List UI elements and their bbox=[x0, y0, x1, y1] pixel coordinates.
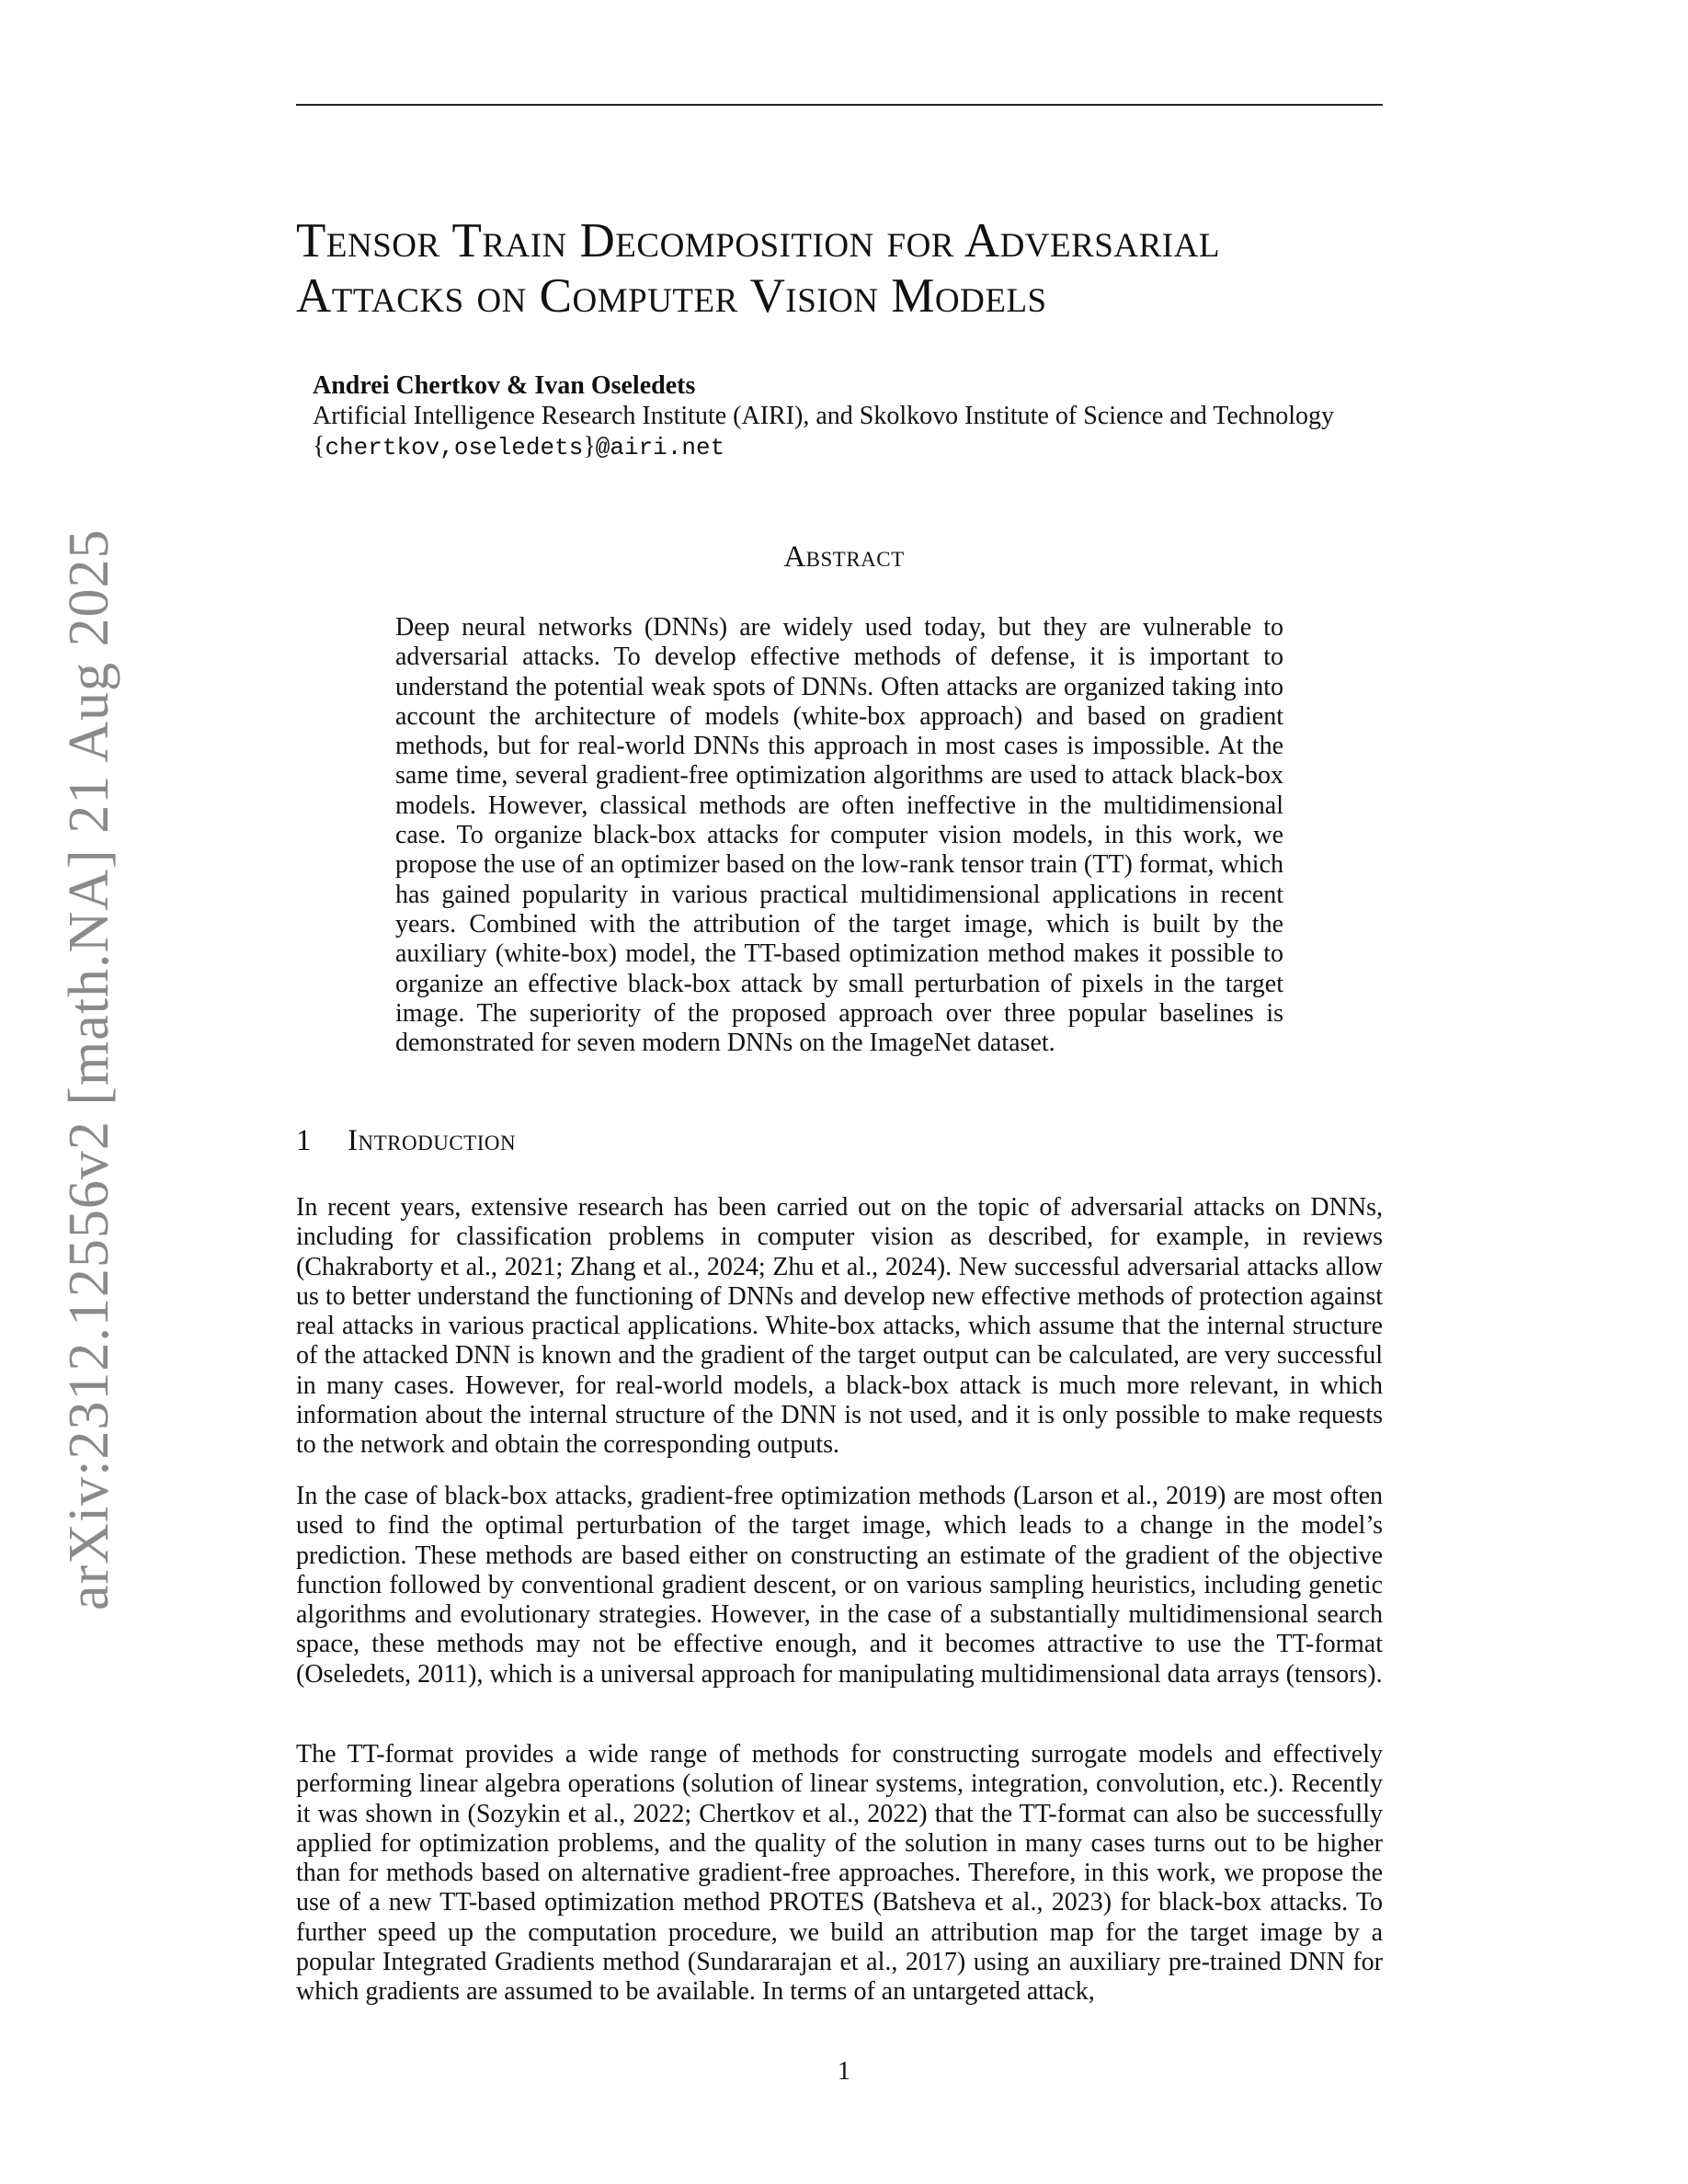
paper-title-line-1: Tensor Train Decomposition for Adversarial bbox=[296, 214, 1220, 267]
intro-paragraph-2: In the case of black-box attacks, gradient-free optimization methods (Larson et al., 2019) are most often used to find the optimal perturbation of the target image, which leads to a change in the model’s prediction. These methods are based either on constructing an estimate of the gradient of the objective function followed by conventional gradient descent, or on various sampling heuristics, including genetic algorithms and evolutionary strategies. However, in the case of a substantially multidimensional search space, these methods may not be effective enough, and it becomes attractive to use the TT-format (Oseledets, 2011), which is a universal approach for manipulating multidimensional data arrays (tensors). bbox=[296, 1482, 1383, 1689]
intro-paragraph-1: In recent years, extensive research has been carried out on the topic of adversarial attacks on DNNs, including for classification problems in computer vision as described, for example, in reviews (Chakraborty et al., 2021; Zhang et al., 2024; Zhu et al., 2024). New successful adversarial attacks allow us to better understand the functioning of DNNs and develop new effective methods of protection against real attacks in various practical applications. White-box attacks, which assume that the internal structure of the attacked DNN is known and the gradient of the target output can be calculated, are very successful in many cases. However, for real-world models, a black-box attack is much more relevant, in which information about the internal structure of the DNN is not used, and it is only possible to make requests to the network and obtain the corresponding outputs. bbox=[296, 1193, 1383, 1460]
section-heading-introduction bbox=[296, 1124, 516, 1158]
author-affiliation: Artificial Intelligence Research Institute (AIRI), and Skolkovo Institute of Science and Technology bbox=[313, 402, 1334, 430]
section-number: 1 bbox=[296, 1124, 312, 1157]
abstract-heading: Abstract bbox=[783, 540, 905, 574]
email-close-brace: } bbox=[583, 432, 596, 461]
email-open-brace: { bbox=[313, 432, 325, 461]
paper-title bbox=[296, 213, 1399, 324]
intro-paragraph-3: The TT-format provides a wide range of methods for constructing surrogate models and effectively performing linear algebra operations (solution of linear systems, integration, convolution, etc.). Recently it was shown in (Sozykin et al., 2022; Chertkov et al., 2022) that the TT-format can also be successfully applied for optimization problems, and the quality of the solution in many cases turns out to be higher than for methods based on alternative gradient-free approaches. Therefore, in this work, we propose the use of a new TT-based optimization method PROTES (Batsheva et al., 2023) for black-box attacks. To further speed up the computation procedure, we build an attribution map for the target image by a popular Integrated Gradients method (Sundararajan et al., 2017) using an auxiliary pre-trained DNN for which gradients are assumed to be available. In terms of an untargeted attack, bbox=[296, 1740, 1383, 2007]
paper-title-line-2: Attacks on Computer Vision Models bbox=[296, 269, 1047, 323]
page-number: 1 bbox=[838, 2057, 850, 2086]
email-names: chertkov,oseledets bbox=[325, 434, 584, 461]
author-email bbox=[313, 432, 724, 461]
top-rule bbox=[296, 104, 1383, 106]
author-names: Andrei Chertkov & Ivan Oseledets bbox=[313, 371, 696, 400]
arxiv-identifier-stamp: arXiv:2312.12556v2 [math.NA] 21 Aug 2025 bbox=[58, 529, 120, 1610]
abstract-text: Deep neural networks (DNNs) are widely used today, but they are vulnerable to adversarial attacks. To develop effective methods of defense, it is important to understand the potential weak spots of DNNs. Often attacks are organized taking into account the architecture of models (white-box approach) and based on gradient methods, but for real-world DNNs this approach in most cases is impossible. At the same time, several gradient-free optimization algorithms are used to attack black-box models. However, classical methods are often ineffective in the multidimensional case. To organize black-box attacks for computer vision models, in this work, we propose the use of an optimizer based on the low-rank tensor train (TT) format, which has gained popularity in various practical multidimensional applications in recent years. Combined with the attribution of the target image, which is built by the auxiliary (white-box) model, the TT-based optimization method makes it possible to organize an effective black-box attack by small perturbation of pixels in the target image. The superiority of the proposed approach over three popular baselines is demonstrated for seven modern DNNs on the ImageNet dataset. bbox=[395, 613, 1283, 1058]
email-domain: @airi.net bbox=[595, 434, 725, 461]
section-title: Introduction bbox=[348, 1124, 517, 1157]
